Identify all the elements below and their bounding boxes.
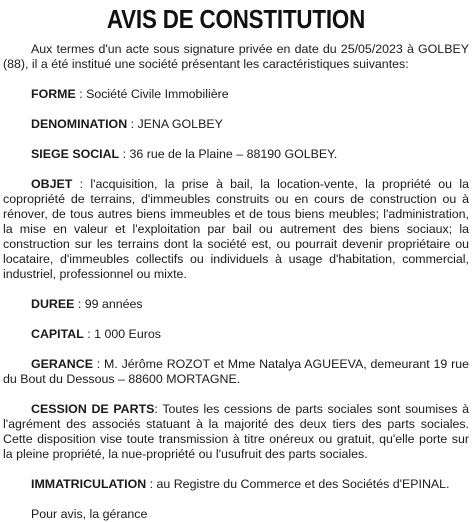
intro-text: Aux termes d'un acte sous signature privée en date du 25/05/2023 à GOLBEY (88), il a été institué une société présentant les caractéristiques suivantes: <box>3 42 469 71</box>
section-denomination <box>3 117 469 132</box>
closing-text: Pour avis, la gérance <box>31 507 148 521</box>
forme-label: FORME <box>31 87 76 101</box>
cession-separator: : <box>154 402 163 416</box>
forme-value: Société Civile Immobilière <box>86 87 229 101</box>
objet-separator: : <box>72 177 91 191</box>
immatriculation-separator: : <box>146 477 157 491</box>
gerance-label: GERANCE <box>31 357 93 371</box>
intro-paragraph <box>3 42 469 72</box>
section-cession-de-parts <box>3 402 469 462</box>
siege-value: 36 rue de la Plaine – 88190 GOLBEY. <box>129 147 338 161</box>
capital-separator: : <box>83 327 95 341</box>
gerance-separator: : <box>92 357 105 371</box>
duree-value: 99 années <box>84 297 143 311</box>
notice-title: AVIS DE CONSTITUTION <box>106 4 366 34</box>
gerance-value: M. Jérôme ROZOT et Mme Natalya AGUEEVA, demeurant 19 rue du Bout du Dessous – 88600 MORTAGNE. <box>3 357 469 386</box>
capital-label: CAPITAL <box>31 327 84 341</box>
section-objet <box>3 177 469 282</box>
capital-value: 1 000 Euros <box>94 327 161 341</box>
section-siege-social <box>3 147 469 162</box>
siege-label: SIEGE SOCIAL <box>31 147 120 161</box>
section-gerance <box>3 357 469 387</box>
forme-separator: : <box>75 87 87 101</box>
immatriculation-label: IMMATRICULATION <box>31 477 147 491</box>
siege-separator: : <box>119 147 130 161</box>
cession-label: CESSION DE PARTS <box>31 402 155 416</box>
section-duree <box>3 297 469 312</box>
duree-separator: : <box>74 297 85 311</box>
objet-value: l'acquisition, la prise à bail, la location-vente, la propriété ou la copropriété de terrains, d'immeubles construits ou en cours de construction ou à rénover, de tous autres biens immeubles et de tous biens meubles; l'administration, la mise en valeur et l'exploitation par bail ou autrement des biens sociaux; la construction sur les terrains dont la société est, ou pourrait devenir propriétaire ou locataire, d'immeubles collectifs ou individuels à usage d'habitation, commercial, industriel, professionnel ou mixte. <box>3 177 469 281</box>
denomination-value: JENA GOLBEY <box>137 117 223 131</box>
denomination-label: DENOMINATION <box>31 117 128 131</box>
denomination-separator: : <box>127 117 138 131</box>
immatriculation-value: au Registre du Commerce et des Sociétés d'EPINAL. <box>156 477 450 491</box>
closing-line <box>3 507 469 522</box>
section-immatriculation <box>3 477 469 492</box>
objet-label: OBJET <box>31 177 73 191</box>
section-forme <box>3 87 469 102</box>
section-capital <box>3 327 469 342</box>
cession-value: Toutes les cessions de parts sociales sont soumises à l'agrément des associés statuant à la majorité des deux tiers des parts sociales. Cette disposition vise toute transmission à titre onéreux ou gratuit, qu'elle porte sur la pleine propriété, la nue-propriété ou l'usufruit des parts sociales. <box>3 402 469 461</box>
duree-label: DUREE <box>31 297 75 311</box>
